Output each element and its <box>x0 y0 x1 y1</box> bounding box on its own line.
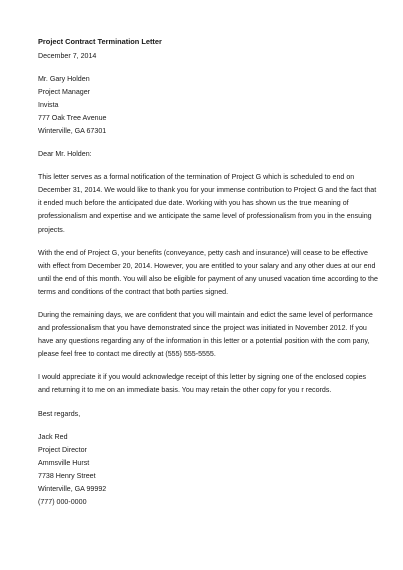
paragraph-line: projects. <box>38 225 65 234</box>
sender-street: 7738 Henry Street <box>38 471 96 480</box>
letter-page <box>38 37 378 509</box>
sender-phone: (777) 000-0000 <box>38 498 87 507</box>
recipient-title: Project Manager <box>38 87 91 96</box>
paragraph-line: and professionalism that you have demonstrated since the project was initiated in November 2012. If you <box>38 324 367 333</box>
sender-block <box>38 431 368 510</box>
paragraph-2 <box>38 247 378 299</box>
paragraph-line: until the end of this month. You will also be eligible for payment of any unused vacation time according to the <box>38 274 378 283</box>
sender-title: Project Director <box>38 445 87 454</box>
paragraph-4 <box>38 371 368 397</box>
paragraph-line: and returning it to me on an immediate basis. You may retain the other copy for you r records. <box>38 386 332 395</box>
paragraph-line: This letter serves as a formal notification of the termination of Project G which is scheduled to end on <box>38 173 355 182</box>
paragraph-1 <box>38 171 377 236</box>
paragraph-line: With the end of Project G, your benefits (conveyance, petty cash and insurance) will cease to be effective <box>38 248 368 257</box>
recipient-street: 777 Oak Tree Avenue <box>38 113 107 122</box>
paragraph-3 <box>38 309 373 361</box>
paragraph-line: During the remaining days, we are confident that you will maintain and edict the same level of performance <box>38 311 373 319</box>
letter-date: December 7, 2014 <box>38 51 97 60</box>
recipient-name: Mr. Gary Holden <box>38 74 90 83</box>
recipient-block <box>38 73 368 138</box>
paragraph-line: have any questions regarding any of the information in this letter or a potential position with the com pany, <box>38 337 370 346</box>
salutation: Dear Mr. Holden: <box>38 150 92 159</box>
paragraph-line: professionalism and expertise and we anticipate the same level of professionalism from you in the ensuing <box>38 212 372 221</box>
paragraph-line: I would appreciate it if you would acknowledge receipt of this letter by signing one of the enclosed copies <box>38 373 367 382</box>
sender-name: Jack Red <box>38 432 68 441</box>
paragraph-line: terms and conditions of the contract that both parties signed. <box>38 287 229 296</box>
closing: Best regards, <box>38 409 81 418</box>
sender-city: Winterville, GA 99992 <box>38 485 107 494</box>
recipient-city: Winterville, GA 67301 <box>38 126 107 135</box>
sender-company: Ammsville Hurst <box>38 458 90 467</box>
paragraph-line: December 31, 2014. We would like to thank you for your immense contribution to Project G and the fact that <box>38 186 377 195</box>
paragraph-line: please feel free to contact me directly at (555) 555-5555. <box>38 350 216 359</box>
recipient-company: Invista <box>38 100 59 109</box>
paragraph-line: with effect from December 20, 2014. However, you are entitled to your salary and any other dues at our end <box>38 261 376 270</box>
paragraph-line: it ended much before the anticipated due date. Working with you has shown us the true meaning of <box>38 199 349 208</box>
letter-title: Project Contract Termination Letter <box>38 37 162 46</box>
